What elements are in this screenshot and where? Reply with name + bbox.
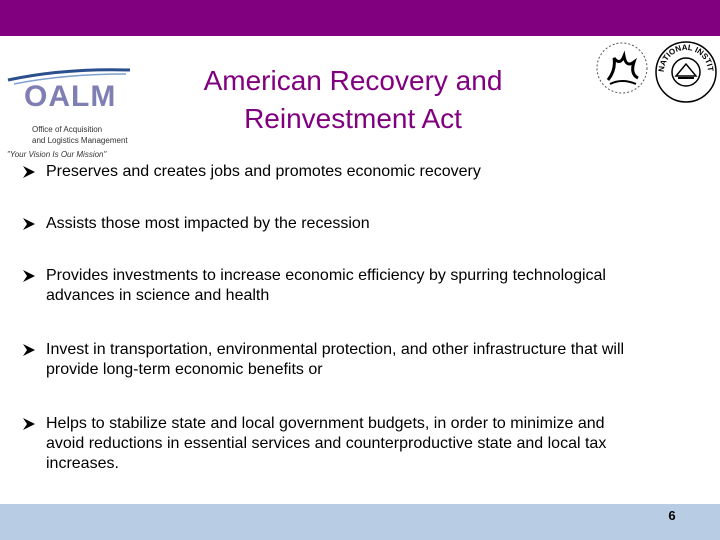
oalm-acronym: OALM (24, 80, 117, 113)
nih-seal-text: NATIONAL INSTIT (656, 42, 716, 73)
hhs-seal-icon (594, 40, 652, 96)
bullet-3-line-2: advances in science and health (46, 287, 270, 304)
bullet-5-line-2: avoid reductions in essential services and counterproductive state and local tax (46, 435, 607, 452)
bottom-band (0, 504, 720, 540)
title-line-1: American Recovery and (203, 65, 503, 96)
bullet-5-line-3: increases. (46, 455, 119, 472)
nih-seal (654, 40, 718, 104)
oalm-name-line1: Office of Acquisition (32, 125, 103, 134)
oalm-logo (4, 40, 134, 159)
arrow-bullet-icon (22, 417, 36, 431)
bullet-4-line-1: Invest in transportation, environmental protection, and other infrastructure that will (46, 341, 625, 358)
page-number: 6 (668, 508, 676, 523)
top-band (0, 0, 720, 36)
title-line-2: Reinvestment Act (244, 103, 462, 134)
bullet-4-line-2: provide long-term economic benefits or (46, 361, 323, 378)
arrow-bullet-icon (22, 165, 36, 179)
arrow-bullet-icon (22, 343, 36, 357)
slide-title (140, 62, 566, 138)
oalm-tagline: "Your Vision Is Our Mission" (7, 150, 107, 159)
bullet-1-line-1: Preserves and creates jobs and promotes economic recovery (46, 163, 481, 180)
bullet-2-line-1: Assists those most impacted by the recession (46, 215, 370, 232)
arrow-bullet-icon (22, 217, 36, 231)
oalm-name-line2: and Logistics Management (32, 136, 128, 145)
bullet-5-line-1: Helps to stabilize state and local government budgets, in order to minimize and (46, 415, 605, 432)
nih-seal-icon (654, 40, 718, 104)
arrow-bullet-icon (22, 269, 36, 283)
bullet-3-line-1: Provides investments to increase economic efficiency by spurring technological (46, 267, 606, 284)
